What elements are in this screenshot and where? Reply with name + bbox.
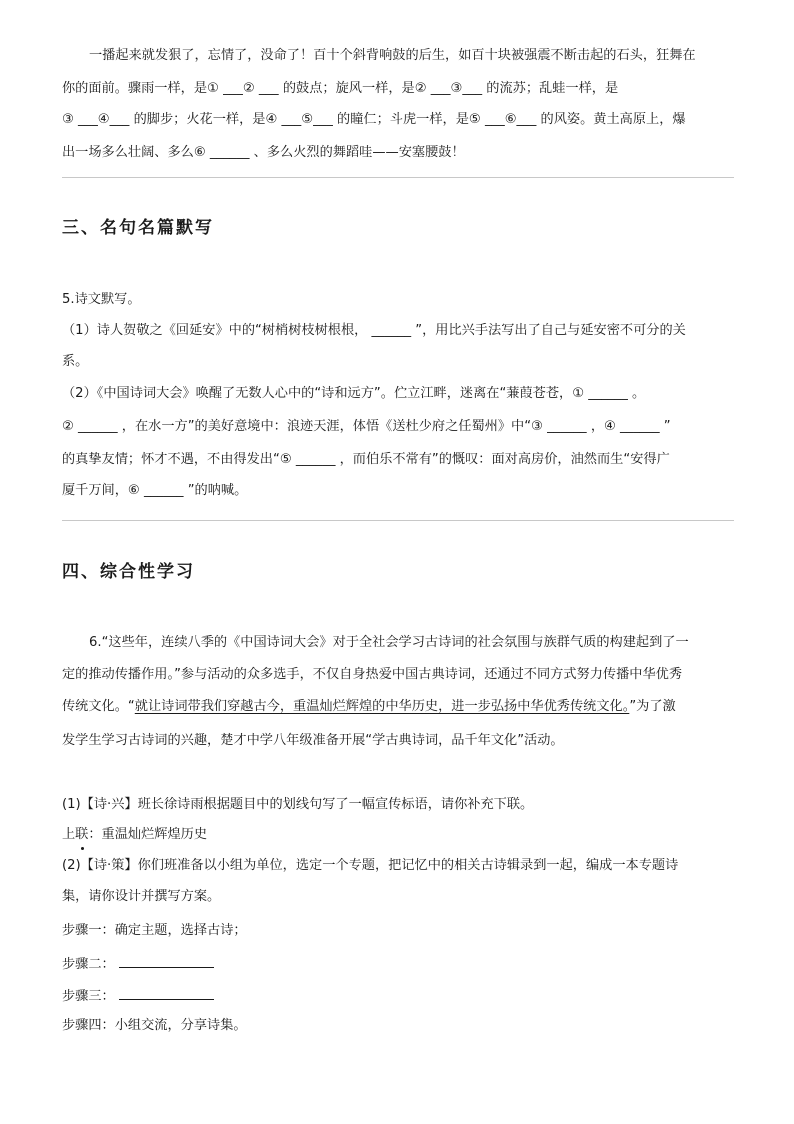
q5-part1-line2: 系。 [62, 354, 89, 369]
step-two-label: 步骤二： [62, 957, 115, 972]
question-5-title: 5.诗文默写。 [62, 292, 141, 307]
section-divider [62, 177, 734, 178]
passage-line-3: ③ ___④___ 的脚步；火花一样，是④ ___⑤___ 的瞳仁；斗虎一样，是⑤ ___⑥___ 的风姿。黄土高原上，爆 [62, 112, 686, 127]
passage-line-1: 一播起来就发狠了，忘情了，没命了！百十个斜背响鼓的后生，如百十块被强震不断击起的石头，狂舞在 [89, 48, 696, 63]
q6-line4: 发学生学习古诗词的兴趣，楚才中学八年级准备开展“学古典诗词，品千年文化”活动。 [62, 733, 564, 748]
step-two-answer-blank[interactable] [119, 954, 214, 968]
q5-part2-line3: 的真挚友情；怀才不遇，不由得发出“⑤ ______ ，而伯乐不常有”的慨叹：面对高房价，油然而生“安得广 [62, 452, 670, 467]
step-one: 步骤一：确定主题，选择古诗； [62, 923, 247, 938]
step-four: 步骤四：小组交流，分享诗集。 [62, 1018, 247, 1033]
passage-line-4: 出一场多么壮阔、多么⑥ ______ 、多么火烈的舞蹈哇——安塞腰鼓！ [62, 145, 465, 160]
step-three-answer-blank[interactable] [119, 986, 214, 1000]
step-three [62, 986, 214, 1007]
section-three-heading: 三、名句名篇默写 [62, 218, 214, 238]
q6-sub1: (1)【诗·兴】班长徐诗雨根据题目中的划线句写了一幅宣传标语，请你补充下联。 [62, 797, 534, 812]
q6-line2: 定的推动传播作用。”参与活动的众多选手，不仅自身热爱中国古典诗词，还通过不同方式努力传播中华优秀 [62, 667, 683, 682]
passage-line-2: 你的面前。骤雨一样，是① ___② ___ 的鼓点；旋风一样，是② ___③___ 的流苏；乱蛙一样，是 [62, 81, 619, 96]
q5-part1-line1: （1）诗人贺敬之《回延安》中的“树梢树枝树根根， ______ ”，用比兴手法写出了自己与延安密不可分的关 [62, 323, 686, 338]
q5-part2-line2: ② ______ ，在水一方”的美好意境中：浪迹天涯，体悟《送杜少府之任蜀州》中“③ ______ ，④ ______ ” [62, 419, 671, 434]
q6-line3 [62, 697, 676, 717]
q6-line1: 6.“这些年，连续八季的《中国诗词大会》对于全社会学习古诗词的社会氛围与族群气质的构建起到了一 [89, 635, 689, 650]
q6-underlined-sentence: 就让诗词带我们穿越古今，重温灿烂辉煌的中华历史，进一步弘扬中华优秀传统文化。 [134, 699, 630, 714]
q6-line3-prefix: 传统文化。“ [62, 699, 135, 714]
q5-part2-line4: 厦千万间，⑥ ______ ”的呐喊。 [62, 483, 248, 498]
section-divider [62, 520, 734, 521]
q6-sub2-line1: (2)【诗·策】你们班准备以小组为单位，选定一个专题，把记忆中的相关古诗辑录到一起，编成一本专题诗 [62, 858, 679, 873]
q6-sub2-line2: 集，请你设计并撰写方案。 [62, 889, 221, 904]
q5-part2-line1: （2）《中国诗词大会》唤醒了无数人心中的“诗和远方”。伫立江畔，迷离在“蒹葭苍苍，① ______ 。 [62, 386, 646, 401]
section-four-heading: 四、综合性学习 [62, 562, 195, 582]
emphasis-dot [81, 847, 84, 850]
step-three-label: 步骤三： [62, 989, 115, 1004]
step-two [62, 954, 214, 975]
q6-line3-suffix: ”为了激 [629, 699, 676, 714]
couplet-first-line: 上联：重温灿烂辉煌历史 [62, 827, 208, 842]
